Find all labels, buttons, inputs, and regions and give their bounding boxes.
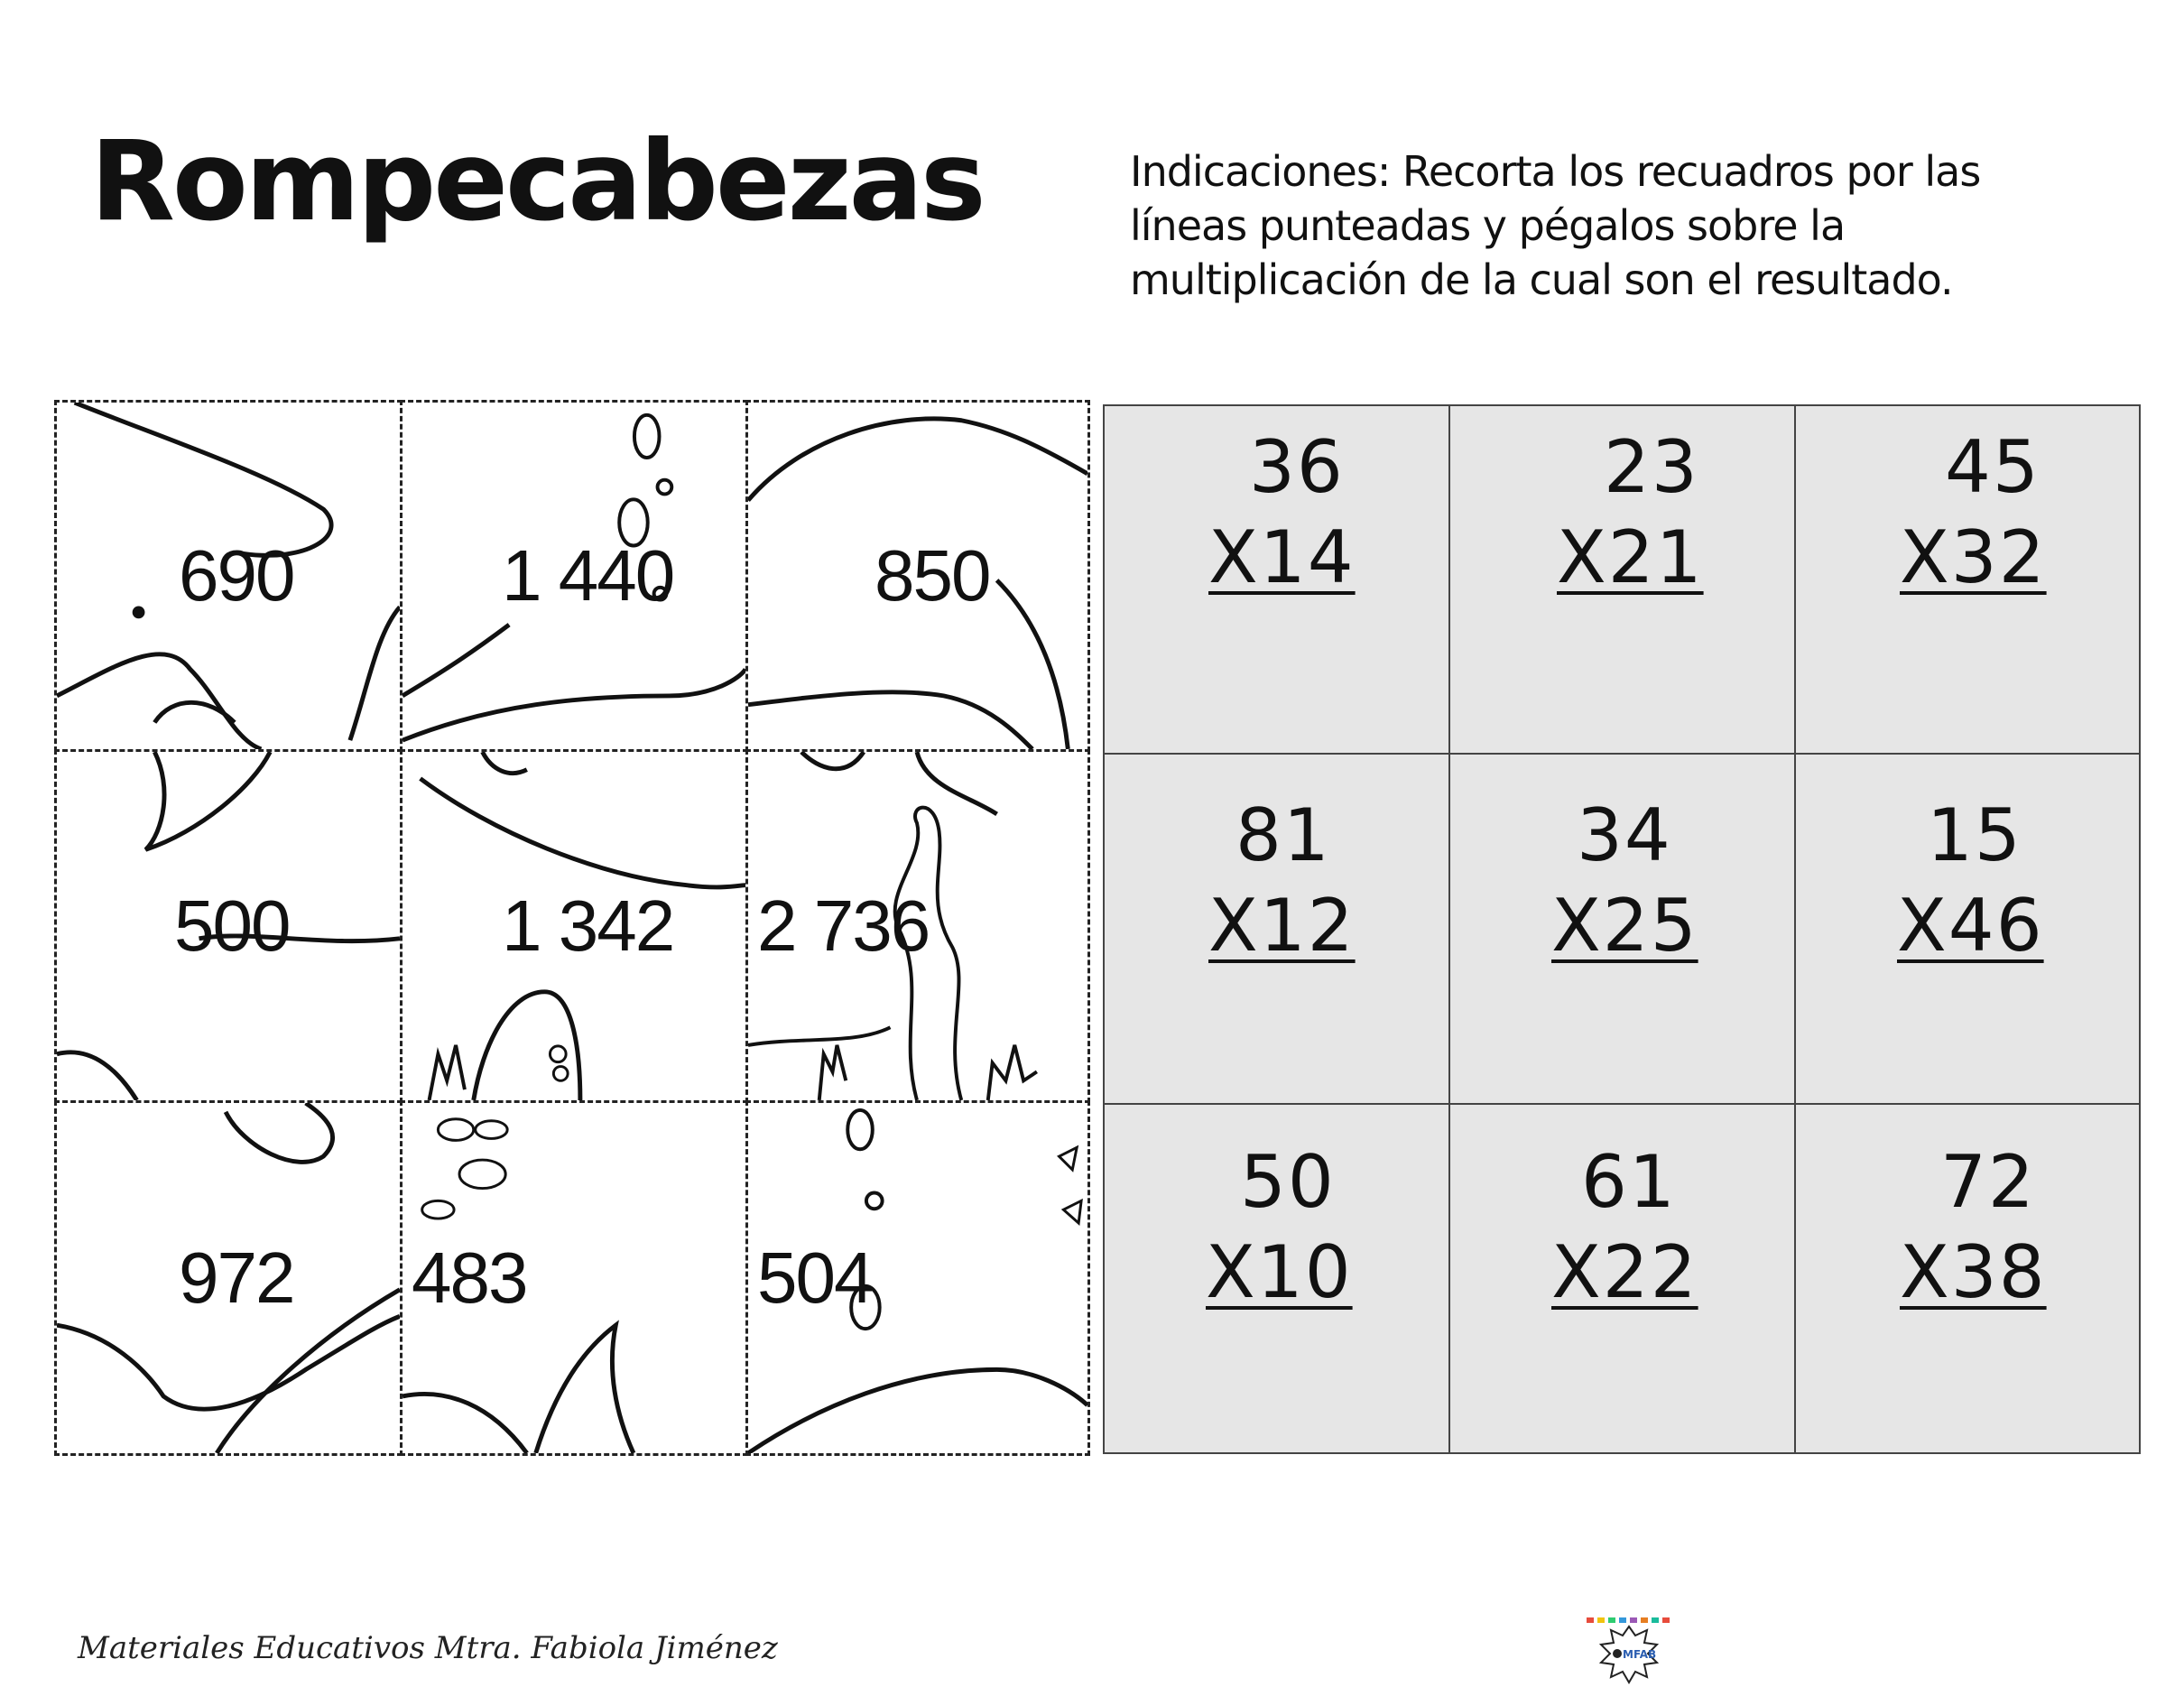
problem-cell[interactable]: [1450, 755, 1796, 1105]
problem-bottom: X46: [1897, 884, 2044, 968]
piece-number: 483: [412, 1237, 527, 1318]
problem-top: 45: [1945, 425, 2041, 509]
piece-number: 690: [179, 535, 294, 616]
piece-number: 504: [757, 1237, 873, 1318]
problem-cell[interactable]: [1105, 755, 1450, 1105]
problem-bottom: X32: [1900, 515, 2047, 599]
piece-number: 1 342: [502, 885, 674, 966]
piece-number: 500: [174, 885, 290, 966]
problem-cell[interactable]: [1450, 406, 1796, 755]
instructions: Indicaciones: Recorta los recuadros por las líneas punteadas y pégalos sobre la multiplicación de la cual son el resultado.: [1130, 147, 1981, 304]
problem-bottom: X12: [1208, 884, 1356, 968]
problem-top: 15: [1927, 793, 2022, 877]
problem-cell[interactable]: [1450, 1105, 1796, 1454]
problem-cell[interactable]: [1105, 1105, 1450, 1454]
piece-number: 1 440: [502, 535, 674, 616]
problem-top: 34: [1577, 793, 1672, 877]
problem-top: 50: [1240, 1140, 1336, 1224]
puzzle-pieces: [54, 400, 1090, 1456]
footer-credit: Materiales Educativos Mtra. Fabiola Jiménez: [78, 1630, 778, 1666]
problem-bottom: X22: [1551, 1230, 1698, 1314]
puzzle-piece[interactable]: [400, 1100, 748, 1456]
problem-bottom: X14: [1208, 515, 1356, 599]
puzzle-piece[interactable]: [54, 400, 403, 752]
puzzle-piece[interactable]: [54, 1100, 403, 1456]
problem-bottom: X10: [1206, 1230, 1353, 1314]
page-title: Rompecabezas: [90, 117, 984, 246]
logo-text: MFAB: [1623, 1648, 1657, 1661]
problem-top: 61: [1581, 1140, 1677, 1224]
problem-cell[interactable]: [1105, 406, 1450, 755]
problem-bottom: X25: [1551, 884, 1698, 968]
problem-bottom: X21: [1557, 515, 1704, 599]
puzzle-piece[interactable]: [400, 749, 748, 1103]
piece-number: 850: [875, 535, 990, 616]
problem-top: 23: [1604, 425, 1699, 509]
problem-cell[interactable]: [1796, 1105, 2141, 1454]
multiplication-grid: [1103, 404, 2141, 1454]
problem-top: 36: [1249, 425, 1345, 509]
problem-cell[interactable]: [1796, 755, 2141, 1105]
puzzle-piece[interactable]: [400, 400, 748, 752]
puzzle-piece[interactable]: [54, 749, 403, 1103]
problem-cell[interactable]: [1796, 406, 2141, 755]
problem-top: 81: [1235, 793, 1331, 877]
logo-graphic: [1579, 1616, 1679, 1691]
puzzle-piece[interactable]: [745, 1100, 1090, 1456]
piece-number: 2 736: [757, 885, 930, 966]
problem-bottom: X38: [1900, 1230, 2047, 1314]
puzzle-piece[interactable]: [745, 400, 1090, 752]
mfab-logo: [1579, 1616, 1679, 1691]
problem-top: 72: [1940, 1140, 2036, 1224]
puzzle-piece[interactable]: [745, 749, 1090, 1103]
piece-number: 972: [179, 1237, 294, 1318]
